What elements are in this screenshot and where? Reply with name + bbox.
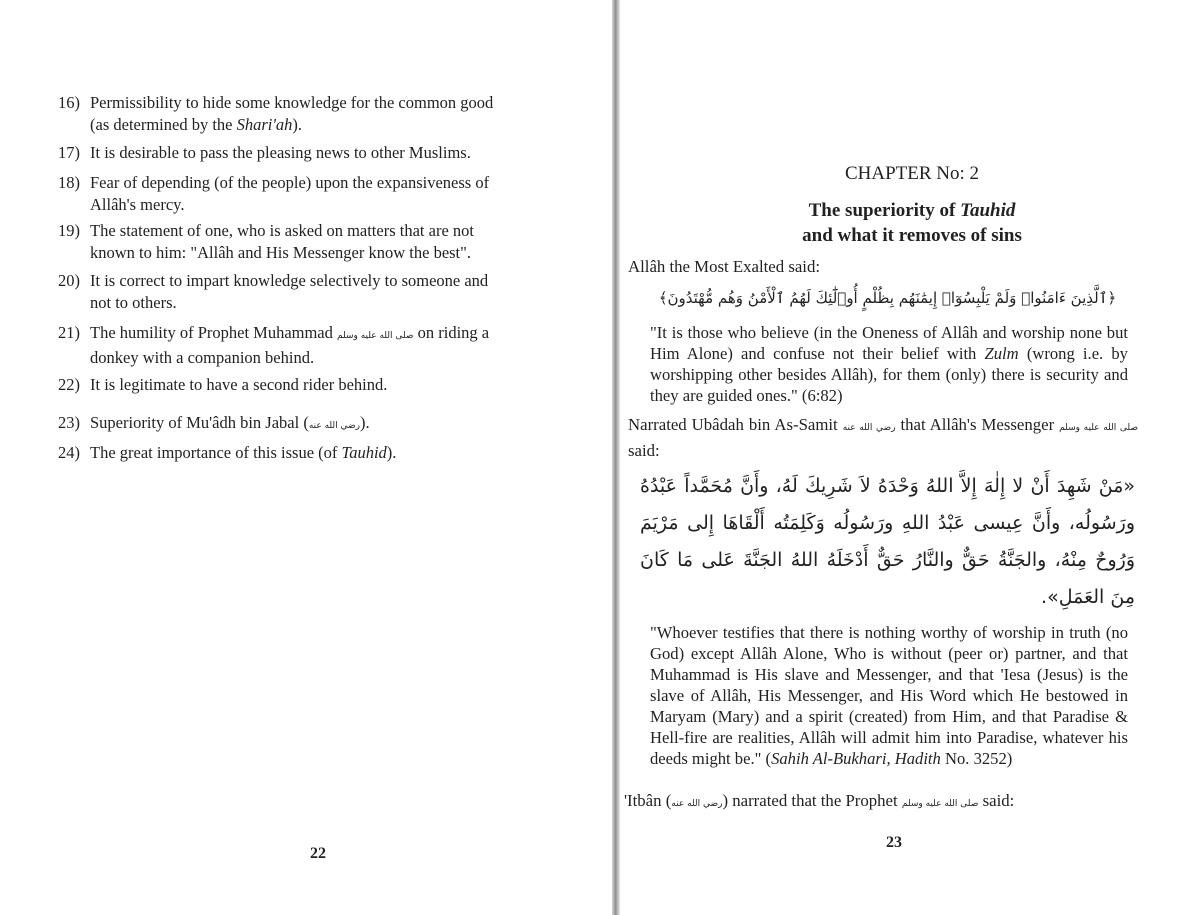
page-number: 22 (310, 845, 326, 862)
list-item (58, 412, 562, 437)
itban-narration: 'Itbân (رضي الله عنه) narrated that the Prophet صلى الله عليه وسلم said: (624, 791, 1015, 810)
item-text: It is correct to impart knowledge selectively to someone and (90, 271, 489, 290)
salutation-glyph: صلى الله عليه وسلم (901, 799, 979, 809)
salutation-glyph: رضي الله عنه (842, 423, 896, 433)
item-text: The statement of one, who is asked on matters that are not (90, 221, 474, 240)
page-number: 23 (886, 834, 902, 851)
list-item (58, 220, 562, 264)
item-text: It is desirable to pass the pleasing news to other Muslims. (90, 143, 471, 162)
item-text: It is legitimate to have a second rider behind. (90, 375, 388, 394)
item-text-cont: known to him: "Allâh and His Messenger know the best". (90, 243, 472, 262)
list-item (58, 92, 562, 136)
item-number: 20) (58, 271, 80, 290)
chapter-heading: CHAPTER No: 2 (844, 163, 980, 184)
item-number: 17) (58, 143, 80, 162)
list-item (58, 172, 562, 216)
ayah-arabic: ﴿ٱلَّذِينَ ءَامَنُوا۟ وَلَمْ يَلْبِسُوٓا۟ إِيمَٰنَهُم بِظُلْمٍ أُو۟لَٰٓئِكَ لَهُمُ ٱلْأَمْنُ وَهُم مُّهْتَدُونَ﴾ (658, 289, 1117, 307)
chapter-title: The superiority of Tauhid and what it removes of sins (802, 200, 1022, 246)
item-text: Fear of depending (of the people) upon the expansiveness of (90, 173, 490, 192)
narration-text: Narrated Ubâdah bin As-Samit رضي الله عنه that Allâh's Messenger صلى الله عليه وسلم said: (628, 415, 1138, 460)
salutation-glyph: صلى الله عليه وسلم (337, 331, 414, 341)
salutation-glyph: رضي الله عنه (671, 799, 723, 809)
item-number: 24) (58, 443, 80, 462)
item-text: The great importance of this issue (of Tauhid). (90, 443, 397, 462)
salutation-glyph: صلى الله عليه وسلم (1059, 423, 1138, 433)
item-number: 22) (58, 375, 80, 394)
item-text: Superiority of Mu'âdh bin Jabal (رضي الله عنه). (90, 413, 370, 432)
list-item (58, 142, 562, 164)
item-text: The humility of Prophet Muhammad صلى الله عليه وسلم on riding a (90, 323, 490, 342)
list-item (58, 374, 562, 396)
item-text-cont: (as determined by the Shari'ah). (90, 115, 303, 134)
item-text: Permissibility to hide some knowledge for the common good (90, 93, 494, 112)
intro-text: Allâh the Most Exalted said: (628, 257, 821, 276)
item-text-cont: donkey with a companion behind. (90, 348, 315, 367)
item-text-cont: Allâh's mercy. (90, 195, 185, 214)
hadith-translation: "Whoever testifies that there is nothing worthy of worship in truth (no God) except Allâh Alone, Who is without (peer or) partner, and that Muhammad is His slave and Messenger, and that 'Iesa (Jesus) is the slave of Allâh, His Messenger, and His Word which He bestowed in Maryam (Mary) and a spirit (created) from Him, and that Paradise & Hell-fire are realities, Allâh will admit him into Paradise, whatever his deeds might be." (Sahih Al-Bukhari, Hadith No. 3252) (650, 623, 1128, 768)
book-spine (612, 0, 620, 915)
item-number: 21) (58, 323, 80, 342)
ayah-translation: "It is those who believe (in the Oneness of Allâh and worship none but Him Alone) and confuse not their belief with Zulm (wrong i.e. by worshipping other besides Allâh), for them (only) there is security and they are guided ones." (6:82) (650, 323, 1128, 405)
list-item (58, 442, 562, 464)
item-number: 18) (58, 173, 80, 192)
item-number: 19) (58, 221, 80, 240)
item-number: 23) (58, 413, 80, 432)
salutation-glyph: رضي الله عنه (308, 421, 360, 431)
list-item (58, 322, 562, 369)
list-item (58, 270, 562, 314)
item-number: 16) (58, 93, 80, 112)
hadith-arabic: «مَنْ شَهِدَ أَنْ لا إِلٰهَ إِلاَّ اللهُ وَحْدَهُ لاَ شَرِيكَ لَهُ، وأَنَّ مُحَمَّداً عَبْدُهُ ورَسُولُه، وأَنَّ عِيسى عَبْدُ اللهِ ورَسُولُه وَكَلِمَتُه أَلْقَاهَا إِلى مَرْيَمَ وَرُوحٌ مِنْهُ، والجَنَّةُ حَقٌّ والنَّارُ حَقٌّ أَدْخَلَهُ اللهُ الجَنَّةَ عَلى مَا كَانَ مِنَ العَمَلِ». (640, 475, 1135, 608)
item-text-cont: not to others. (90, 293, 177, 312)
